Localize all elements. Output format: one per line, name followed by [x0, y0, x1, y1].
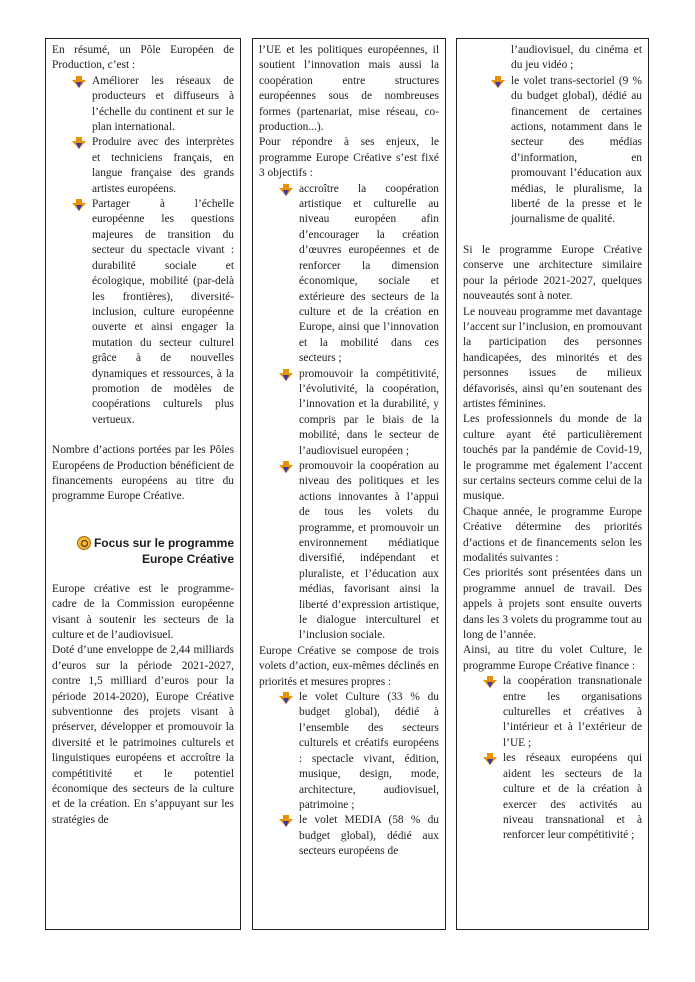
paragraph: Si le programme Europe Créative conserve une architecture similaire pour la période 2021-2027, quelques nouveautés sont à noter. [463, 243, 642, 303]
paragraph: l’UE et les politiques européennes, il soutient l’innovation mais aussi la coopération entre structures européennes sous de nombreuses formes (partenariat, mise réseau, co-production...). [259, 44, 439, 134]
paragraph: Chaque année, le programme Europe Créative détermine des priorités d’actions et de financements selon les modalités suivantes : [463, 505, 642, 564]
finance-list [463, 674, 642, 843]
paragraph: Europe Créative se compose de trois volets d’action, eux-mêmes déclinés en priorités et mesures propres : [259, 644, 439, 688]
column-1 [45, 38, 241, 930]
summary-intro: En résumé, un Pôle Européen de Production, c’est : [52, 44, 234, 72]
arrow-bullet-icon [279, 369, 293, 381]
paragraph: Les professionnels du monde de la culture ayant été particulièrement touchés par la pandémie de Covid-19, le programme met également l’accent sur certains secteurs comme celui de la musique. [463, 413, 642, 503]
arrow-bullet-icon [72, 76, 86, 88]
list-item: promouvoir la coopération au niveau des politiques et les actions innovantes à l’appui de tous les volets du programme, et promouvoir un environnement médiatique diversifié, indépendant et pluraliste, et l’éducation aux médias, favorisant ainsi la liberté d’expression artistique, le dialogue interculturel et l’inclusion sociale. [279, 459, 439, 644]
list-item: le volet trans-sectoriel (9 % du budget global), dédié au financement de certaines actions, notamment dans le secteur des médias d’information, en promouvant l’éducation aux médias, le pluralisme, la liberté de la presse et le journalisme de qualité. [483, 74, 642, 228]
arrow-bullet-icon [483, 753, 497, 765]
arrow-bullet-icon [279, 461, 293, 473]
magnifier-icon [77, 536, 91, 550]
paragraph: Europe créative est le programme-cadre de la Commission européenne visant à soutenir les secteurs de la culture et de l’audiovisuel. [52, 582, 234, 641]
volets-list [259, 690, 439, 859]
paragraph: Le nouveau programme met davantage l’accent sur l’inclusion, en promouvant la participation des personnes handicapées, des minorités et des personnes issues de milieux défavorisés, ainsi qu’en soutenant des artistes féminines. [463, 305, 642, 410]
list-item: Partager à l’échelle européenne les questions majeures de transition du secteur du spectacle vivant : durabilité sociale et écologique, mobilité (par-delà les frontières), diversité-inclusion, culture européenne ouverte et ainsi engager la mutation du secteur culturel grâce à de nouvelles dynamiques et ressources, à la promotion de modèles de coopérations culturels plus vertueux. [72, 197, 234, 428]
focus-heading: Focus sur le programme Europe Créative [52, 535, 234, 567]
list-item: Produire avec des interprètes et techniciens français, en langue française des grands artistes européens. [72, 135, 234, 197]
arrow-bullet-icon [279, 692, 293, 704]
arrow-bullet-icon [72, 199, 86, 211]
arrow-bullet-icon [72, 137, 86, 149]
paragraph: Doté d’une enveloppe de 2,44 milliards d’euros sur la période 2021-2027, contre 1,5 milliard d’euros pour la période 2014-2020), Europe Créative subventionne des projets visant à préserver, développer et promouvoir la diversité et le patrimoines culturels et linguistiques européens et accroître la compétitivité et le potentiel économique des secteurs de la culture et de la création. En s’appuyant sur les stratégies de [52, 644, 234, 826]
column-3 [456, 38, 649, 930]
paragraph: Ainsi, au titre du volet Culture, le programme Europe Créative finance : [463, 644, 642, 672]
list-item: accroître la coopération artistique et culturelle au niveau européen afin d’encourager la création d’œuvres européennes et de renforcer la dimension économique, sociale et extérieure des secteurs de la culture et de la création en Europe, ainsi que l’innovation et la mobilité dans ces secteurs ; [279, 182, 439, 367]
list-item: l’audiovisuel, du cinéma et du jeu vidéo ; [511, 44, 642, 72]
summary-list [52, 74, 234, 428]
arrow-bullet-icon [483, 676, 497, 688]
objectives-list [259, 182, 439, 644]
actions-paragraph: Nombre d’actions portées par les Pôles Européens de Production bénéficient de financements européens au titre du programme Europe Créative. [52, 444, 234, 503]
paragraph: Ces priorités sont présentées dans un programme annuel de travail. Des appels à projets sont ensuite ouverts dans les 3 volets du programme tout au long de l’année. [463, 567, 642, 642]
list-item: les réseaux européens qui aident les secteurs de la culture et de la création à exercer des activités au niveau transnational et à renforcer leur compétitivité ; [483, 751, 642, 843]
list-item: promouvoir la compétitivité, l’évolutivité, la coopération, l’innovation et la durabilité, y compris par le biais de la mobilité, dans le secteur de l’audiovisuel européen ; [279, 367, 439, 459]
arrow-bullet-icon [491, 76, 505, 88]
arrow-bullet-icon [279, 184, 293, 196]
arrow-bullet-icon [279, 815, 293, 827]
list-item: le volet MEDIA (58 % du budget global), dédié aux secteurs européens de [279, 813, 439, 859]
list-item: la coopération transnationale entre les organisations culturelles et créatives à l’intérieur et à l’extérieur de l’UE ; [483, 674, 642, 751]
volets-list-continued [463, 43, 642, 228]
paragraph: Pour répondre à ses enjeux, le programme Europe Créative s’est fixé 3 objectifs : [259, 136, 439, 180]
column-2 [252, 38, 446, 930]
list-item: le volet Culture (33 % du budget global), dédié à l’ensemble des secteurs culturels et créatifs européens : spectacle vivant, édition, musique, design, mode, architecture, audiovisuel, patrimoine ; [279, 690, 439, 813]
list-item: Améliorer les réseaux de producteurs et diffuseurs à l’échelle du continent et sur le plan international. [72, 74, 234, 136]
